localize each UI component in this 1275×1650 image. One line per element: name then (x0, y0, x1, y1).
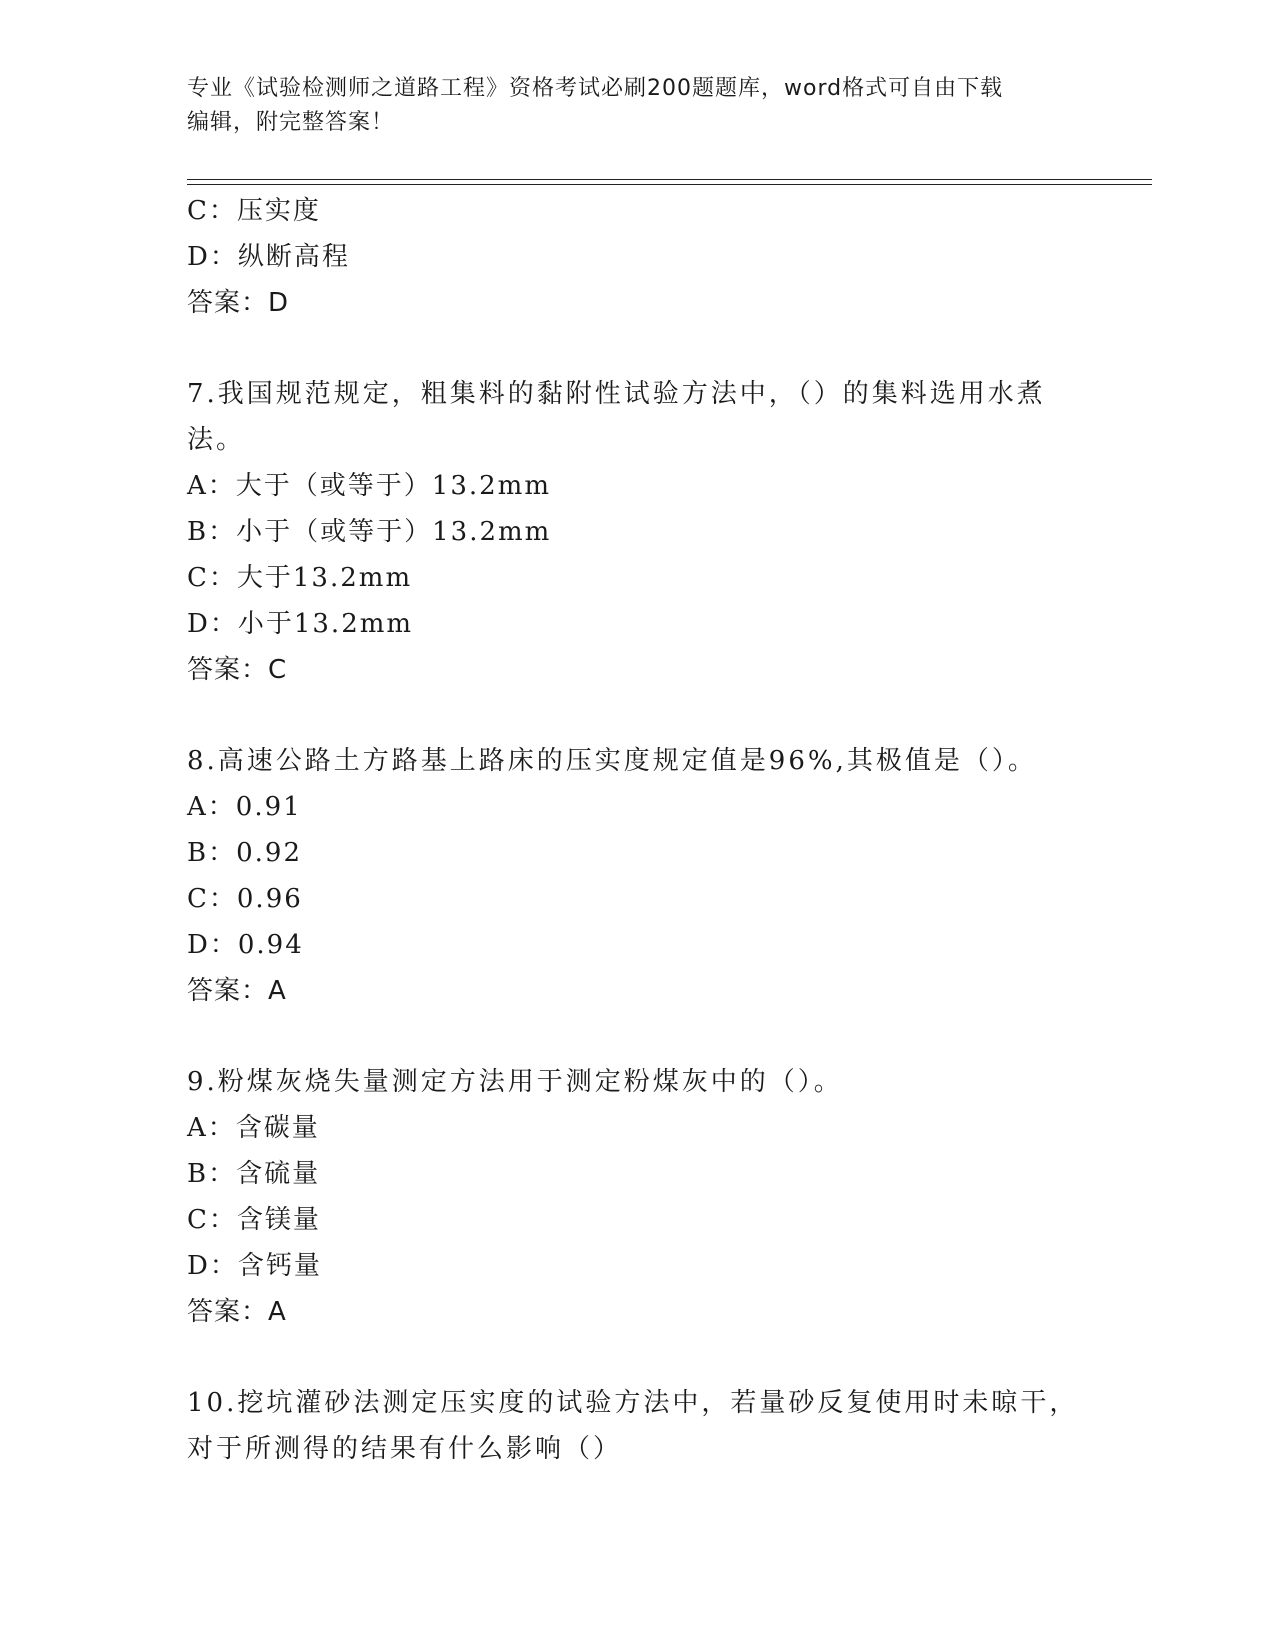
question-text (187, 1380, 1087, 1472)
option-a: A：大于（或等于）13.2mm (187, 471, 551, 501)
question-text: 9.粉煤灰烧失量测定方法用于测定粉煤灰中的（）。 (187, 1067, 843, 1097)
question-text-line-1: 10.挖坑灌砂法测定压实度的试验方法中，若量砂反复使用时未晾干， (187, 1388, 1079, 1418)
header-divider-top (187, 179, 1152, 180)
option-a: A：0.91 (187, 792, 302, 822)
option-c: C：含镁量 (187, 1205, 321, 1235)
option-d: D：0.94 (187, 930, 304, 960)
option-b: B：小于（或等于）13.2mm (187, 517, 552, 547)
page-header (187, 72, 1087, 140)
question-text-line-1: 7.我国规范规定，粗集料的黏附性试验方法中，（）的集料选用水煮 (187, 379, 1046, 409)
answer: 答案：A (187, 976, 287, 1006)
option-b: B：0.92 (187, 838, 302, 868)
option-d: D：含钙量 (187, 1251, 322, 1281)
option-d: D：小于13.2mm (187, 609, 414, 639)
question-8 (187, 738, 1087, 1014)
question-text (187, 371, 1087, 463)
option-a: A：含碳量 (187, 1113, 320, 1143)
question-text: 8.高速公路土方路基上路床的压实度规定值是96%,其极值是（）。 (187, 746, 1037, 776)
header-line-1: 专业《试验检测师之道路工程》资格考试必刷200题题库，word格式可自由下载 (187, 76, 1004, 101)
option-d: D：纵断高程 (187, 242, 350, 272)
question-10 (187, 1380, 1087, 1472)
option-c: C：0.96 (187, 884, 303, 914)
question-text-line-2: 法。 (187, 425, 246, 455)
header-divider-bottom (187, 184, 1152, 185)
answer: 答案：D (187, 288, 290, 318)
answer: 答案：C (187, 655, 288, 685)
question-9 (187, 1059, 1087, 1335)
question-7 (187, 371, 1087, 693)
question-text-line-2: 对于所测得的结果有什么影响（） (187, 1434, 623, 1464)
document-body (187, 188, 1087, 1472)
question-6-tail (187, 188, 1087, 326)
answer: 答案：A (187, 1297, 287, 1327)
option-c: C：压实度 (187, 196, 321, 226)
option-b: B：含硫量 (187, 1159, 321, 1189)
option-c: C：大于13.2mm (187, 563, 413, 593)
header-line-2: 编辑，附完整答案！ (187, 110, 395, 135)
